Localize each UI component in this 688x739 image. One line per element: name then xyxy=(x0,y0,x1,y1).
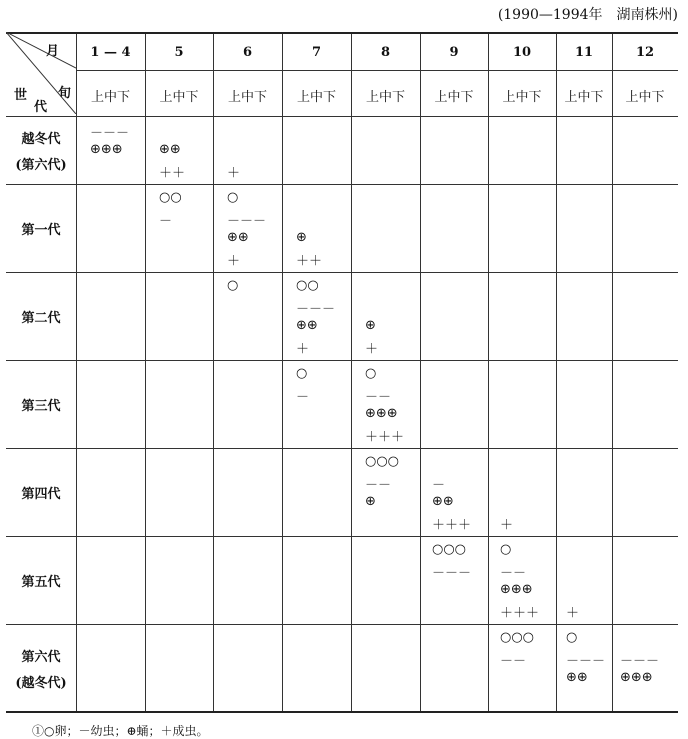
month-header: 6 xyxy=(242,45,253,60)
stage-symbols: － xyxy=(159,214,173,229)
stage-symbols: ○ xyxy=(566,630,578,645)
month-header: 9 xyxy=(449,45,459,60)
stage-symbols: ＋＋＋ xyxy=(432,518,472,533)
xun-header: 上中下 xyxy=(159,90,199,105)
stage-symbols: － xyxy=(296,390,310,405)
stage-symbols: －－－ xyxy=(296,302,336,317)
column-divider xyxy=(351,34,352,711)
month-header: 1 — 4 xyxy=(90,45,131,60)
stage-symbols: ⊕⊕ xyxy=(227,230,249,245)
stage-symbols: ○ xyxy=(500,542,512,557)
stage-symbols: ○○ xyxy=(159,190,182,205)
generation-label: 越冬代 xyxy=(21,132,61,147)
month-header: 12 xyxy=(635,45,655,60)
stage-symbols: －－ xyxy=(500,654,527,669)
stage-symbols: －－－ xyxy=(227,214,267,229)
column-divider xyxy=(420,34,421,711)
stage-symbols: ○○○ xyxy=(365,454,400,469)
xun-header: 上中下 xyxy=(564,90,604,105)
corner-generation-label-1: 世 xyxy=(14,88,28,103)
generation-sublabel: (越冬代) xyxy=(15,675,67,691)
generation-sublabel: (第六代) xyxy=(15,158,67,173)
row-divider xyxy=(6,536,678,537)
row-divider xyxy=(6,116,678,117)
header-divider xyxy=(76,70,678,71)
stage-symbols: －－ xyxy=(500,566,527,581)
xun-header: 上中下 xyxy=(365,90,405,105)
stage-symbols: ⊕⊕⊕ xyxy=(365,406,398,421)
stage-symbols: ＋ xyxy=(227,166,241,181)
generation-label: 第四代 xyxy=(21,487,61,502)
row-divider xyxy=(6,184,678,185)
legend-footnote: ①○卵；－幼虫；⊕蛹；＋成虫。 xyxy=(32,724,209,738)
stage-symbols: －－－ xyxy=(90,126,130,141)
stage-symbols: ＋ xyxy=(296,342,310,357)
column-divider xyxy=(556,34,557,711)
stage-symbols: ＋＋ xyxy=(159,166,186,181)
month-header: 11 xyxy=(574,45,594,60)
stage-symbols: ⊕ xyxy=(365,318,376,333)
row-divider xyxy=(6,448,678,449)
corner-generation-label-2: 代 xyxy=(34,100,48,115)
stage-symbols: ＋ xyxy=(227,254,241,269)
column-divider xyxy=(213,34,214,711)
xun-header: 上中下 xyxy=(434,90,474,105)
stage-symbols: ⊕⊕ xyxy=(159,142,181,157)
stage-symbols: ⊕ xyxy=(296,230,307,245)
stage-symbols: ⊕⊕⊕ xyxy=(620,670,653,685)
column-divider xyxy=(76,34,77,711)
row-divider xyxy=(6,624,678,625)
stage-symbols: ⊕⊕⊕ xyxy=(500,582,533,597)
month-header: 8 xyxy=(380,45,391,60)
table-top-rule xyxy=(6,32,678,34)
stage-symbols: ⊕⊕ xyxy=(296,318,318,333)
stage-symbols: －－－ xyxy=(432,566,472,581)
column-divider xyxy=(145,34,146,711)
stage-symbols: ⊕⊕ xyxy=(566,670,588,685)
generation-label: 第五代 xyxy=(21,575,61,590)
month-header: 5 xyxy=(174,45,184,60)
stage-symbols: ＋＋＋ xyxy=(500,606,540,621)
table-bottom-rule xyxy=(6,711,678,713)
stage-symbols: －－ xyxy=(365,478,392,493)
generation-label: 第二代 xyxy=(21,311,61,326)
stage-symbols: ＋ xyxy=(365,342,379,357)
stage-symbols: ＋ xyxy=(500,518,514,533)
column-divider xyxy=(488,34,489,711)
generation-label: 第六代 xyxy=(21,649,61,665)
stage-symbols: ○ xyxy=(296,366,308,381)
stage-symbols: ○○○ xyxy=(500,630,535,645)
stage-symbols: －－－ xyxy=(566,654,606,669)
stage-symbols: －－ xyxy=(365,390,392,405)
month-header: 7 xyxy=(311,45,322,60)
column-divider xyxy=(282,34,283,711)
stage-symbols: ○○ xyxy=(296,278,319,293)
xun-header: 上中下 xyxy=(227,90,267,105)
stage-symbols: ＋ xyxy=(566,606,580,621)
stage-symbols: ○ xyxy=(227,190,239,205)
stage-symbols: ＋＋ xyxy=(296,254,323,269)
generation-label: 第三代 xyxy=(21,399,61,414)
stage-symbols: －－－ xyxy=(620,654,660,669)
stage-symbols: ＋＋＋ xyxy=(365,430,405,445)
month-header: 10 xyxy=(512,45,532,60)
stage-symbols: ○ xyxy=(227,278,239,293)
xun-header: 上中下 xyxy=(90,90,130,105)
column-divider xyxy=(612,34,613,711)
stage-symbols: ○○○ xyxy=(432,542,467,557)
xun-header: 上中下 xyxy=(625,90,665,105)
row-divider xyxy=(6,272,678,273)
source-note: (1990—1994年 湖南株州) xyxy=(497,7,678,23)
xun-header: 上中下 xyxy=(296,90,336,105)
stage-symbols: ⊕ xyxy=(365,494,376,509)
stage-symbols: ○ xyxy=(365,366,377,381)
corner-xun-label: 旬 xyxy=(58,86,72,101)
xun-header: 上中下 xyxy=(502,90,542,105)
corner-month-label: 月 xyxy=(46,44,60,59)
generation-label: 第一代 xyxy=(21,223,61,238)
row-divider xyxy=(6,360,678,361)
stage-symbols: ⊕⊕⊕ xyxy=(90,142,123,157)
stage-symbols: ⊕⊕ xyxy=(432,494,454,509)
stage-symbols: － xyxy=(432,478,446,493)
